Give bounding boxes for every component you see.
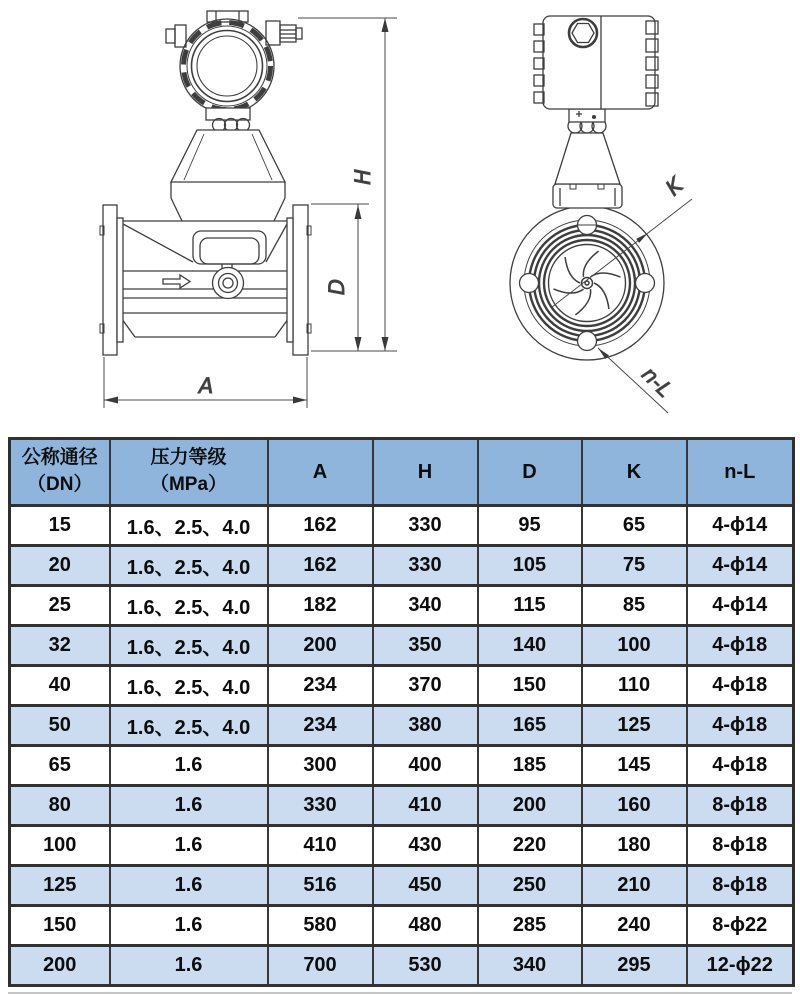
table-cell: 75: [582, 546, 687, 586]
table-cell: 1.6: [110, 946, 268, 986]
bolt-hole: [520, 274, 539, 293]
table-cell: 410: [268, 826, 373, 866]
col-header-pressure-line1: 压力等级: [150, 447, 227, 469]
table-cell: 8-ϕ18: [687, 866, 794, 906]
table-cell: 200: [478, 786, 582, 826]
table-row: [10, 746, 794, 786]
table-cell: 1.6、2.5、4.0: [110, 546, 268, 586]
table-cell: 530: [373, 946, 478, 986]
table-cell: 95: [478, 506, 582, 546]
table-cell: 20: [10, 546, 110, 586]
table-cell: 32: [10, 626, 110, 666]
table-cell: 65: [10, 746, 110, 786]
table-row: [10, 786, 794, 826]
col-header-dn-line1: 公称通径: [21, 447, 98, 469]
cable-gland-icon: [266, 21, 302, 45]
col-header-d: D: [478, 439, 582, 506]
table-cell: 1.6、2.5、4.0: [110, 706, 268, 746]
table-cell: 340: [478, 946, 582, 986]
col-header-dn-line2: （DN）: [27, 474, 93, 495]
bolt-hole: [578, 332, 597, 351]
table-cell: 330: [373, 506, 478, 546]
table-cell: 100: [582, 626, 687, 666]
table-cell: 1.6、2.5、4.0: [110, 626, 268, 666]
dim-label-d: D: [325, 278, 349, 296]
table-cell: 105: [478, 546, 582, 586]
side-view: [510, 16, 664, 360]
col-header-a: A: [268, 439, 373, 506]
table-row: [10, 546, 794, 586]
table-cell: 15: [10, 506, 110, 546]
table-cell: 480: [373, 906, 478, 946]
table-row: [10, 666, 794, 706]
dim-label-h: H: [351, 169, 375, 185]
table-cell: 330: [373, 546, 478, 586]
flange-face: [510, 206, 664, 360]
col-header-k: K: [582, 439, 687, 506]
table-cell: 8-ϕ18: [687, 826, 794, 866]
table-cell: 220: [478, 826, 582, 866]
table-cell: 516: [268, 866, 373, 906]
col-header-pressure: [110, 439, 268, 506]
table-cell: 285: [478, 906, 582, 946]
table-cell: 85: [582, 586, 687, 626]
table-row: [10, 826, 794, 866]
front-view: [100, 11, 311, 355]
table-cell: 380: [373, 706, 478, 746]
table-row: [10, 906, 794, 946]
col-header-dn: [10, 439, 110, 506]
table-cell: 295: [582, 946, 687, 986]
table-cell: 100: [10, 826, 110, 866]
dim-label-k: K: [661, 173, 688, 201]
spec-table-wrap: [8, 437, 792, 987]
table-cell: 210: [582, 866, 687, 906]
table-cell: 180: [582, 826, 687, 866]
table-cell: 1.6: [110, 746, 268, 786]
table-cell: 4-ϕ14: [687, 546, 794, 586]
table-row: [10, 586, 794, 626]
bolt-hole: [636, 274, 655, 293]
table-cell: 162: [268, 546, 373, 586]
table-cell: 400: [373, 746, 478, 786]
table-cell: 700: [268, 946, 373, 986]
table-cell: 65: [582, 506, 687, 546]
table-cell: 40: [10, 666, 110, 706]
table-cell: 12-ϕ22: [687, 946, 794, 986]
table-row: [10, 946, 794, 986]
table-cell: 4-ϕ18: [687, 706, 794, 746]
table-cell: 8-ϕ18: [687, 786, 794, 826]
table-cell: 8-ϕ22: [687, 906, 794, 946]
table-cell: 240: [582, 906, 687, 946]
flow-arrow-icon: [163, 275, 190, 288]
table-cell: 1.6: [110, 906, 268, 946]
table-cell: 160: [582, 786, 687, 826]
table-cell: 162: [268, 506, 373, 546]
table-cell: 340: [373, 586, 478, 626]
table-cell: 1.6: [110, 866, 268, 906]
meter-body-front: [100, 205, 311, 355]
cable-gland-icon: [166, 25, 186, 47]
table-cell: 150: [10, 906, 110, 946]
technical-drawing: [0, 0, 800, 432]
transmitter-housing-side: [534, 16, 658, 109]
table-cell: 200: [10, 946, 110, 986]
dim-label-n-l: n-L: [636, 362, 677, 403]
table-row: [10, 706, 794, 746]
table-cell: 185: [478, 746, 582, 786]
table-cell: 4-ϕ14: [687, 586, 794, 626]
table-cell: 50: [10, 706, 110, 746]
table-cell: 234: [268, 706, 373, 746]
table-cell: 140: [478, 626, 582, 666]
table-cell: 145: [582, 746, 687, 786]
table-cell: 1.6: [110, 786, 268, 826]
col-header-h: H: [373, 439, 478, 506]
table-cell: 110: [582, 666, 687, 706]
table-cell: 1.6、2.5、4.0: [110, 666, 268, 706]
table-cell: 4-ϕ14: [687, 506, 794, 546]
table-cell: 410: [373, 786, 478, 826]
table-cell: 182: [268, 586, 373, 626]
table-cell: 115: [478, 586, 582, 626]
col-header-n-l: n-L: [687, 439, 794, 506]
table-cell: 200: [268, 626, 373, 666]
col-header-pressure-line2: （MPa）: [149, 474, 228, 495]
table-cell: 370: [373, 666, 478, 706]
table-cell: 150: [478, 666, 582, 706]
cropped-next-row-edge: [8, 992, 792, 994]
table-cell: 330: [268, 786, 373, 826]
table-row: [10, 866, 794, 906]
table-cell: 80: [10, 786, 110, 826]
table-cell: 25: [10, 586, 110, 626]
transmitter-head-front: [166, 11, 302, 113]
spec-table: [8, 437, 795, 987]
header-row: [10, 439, 794, 506]
table-cell: 165: [478, 706, 582, 746]
table-cell: 125: [582, 706, 687, 746]
table-cell: 4-ϕ18: [687, 746, 794, 786]
table-cell: 125: [10, 866, 110, 906]
table-cell: 1.6: [110, 826, 268, 866]
table-cell: 4-ϕ18: [687, 666, 794, 706]
spec-table-body: [10, 506, 794, 986]
table-cell: 1.6、2.5、4.0: [110, 506, 268, 546]
table-cell: 450: [373, 866, 478, 906]
table-cell: 350: [373, 626, 478, 666]
table-cell: 250: [478, 866, 582, 906]
table-row: [10, 626, 794, 666]
table-cell: 430: [373, 826, 478, 866]
table-cell: 234: [268, 666, 373, 706]
table-cell: 580: [268, 906, 373, 946]
table-cell: 4-ϕ18: [687, 626, 794, 666]
table-cell: 1.6、2.5、4.0: [110, 586, 268, 626]
table-cell: 300: [268, 746, 373, 786]
dim-label-a: A: [198, 374, 214, 398]
table-row: [10, 506, 794, 546]
